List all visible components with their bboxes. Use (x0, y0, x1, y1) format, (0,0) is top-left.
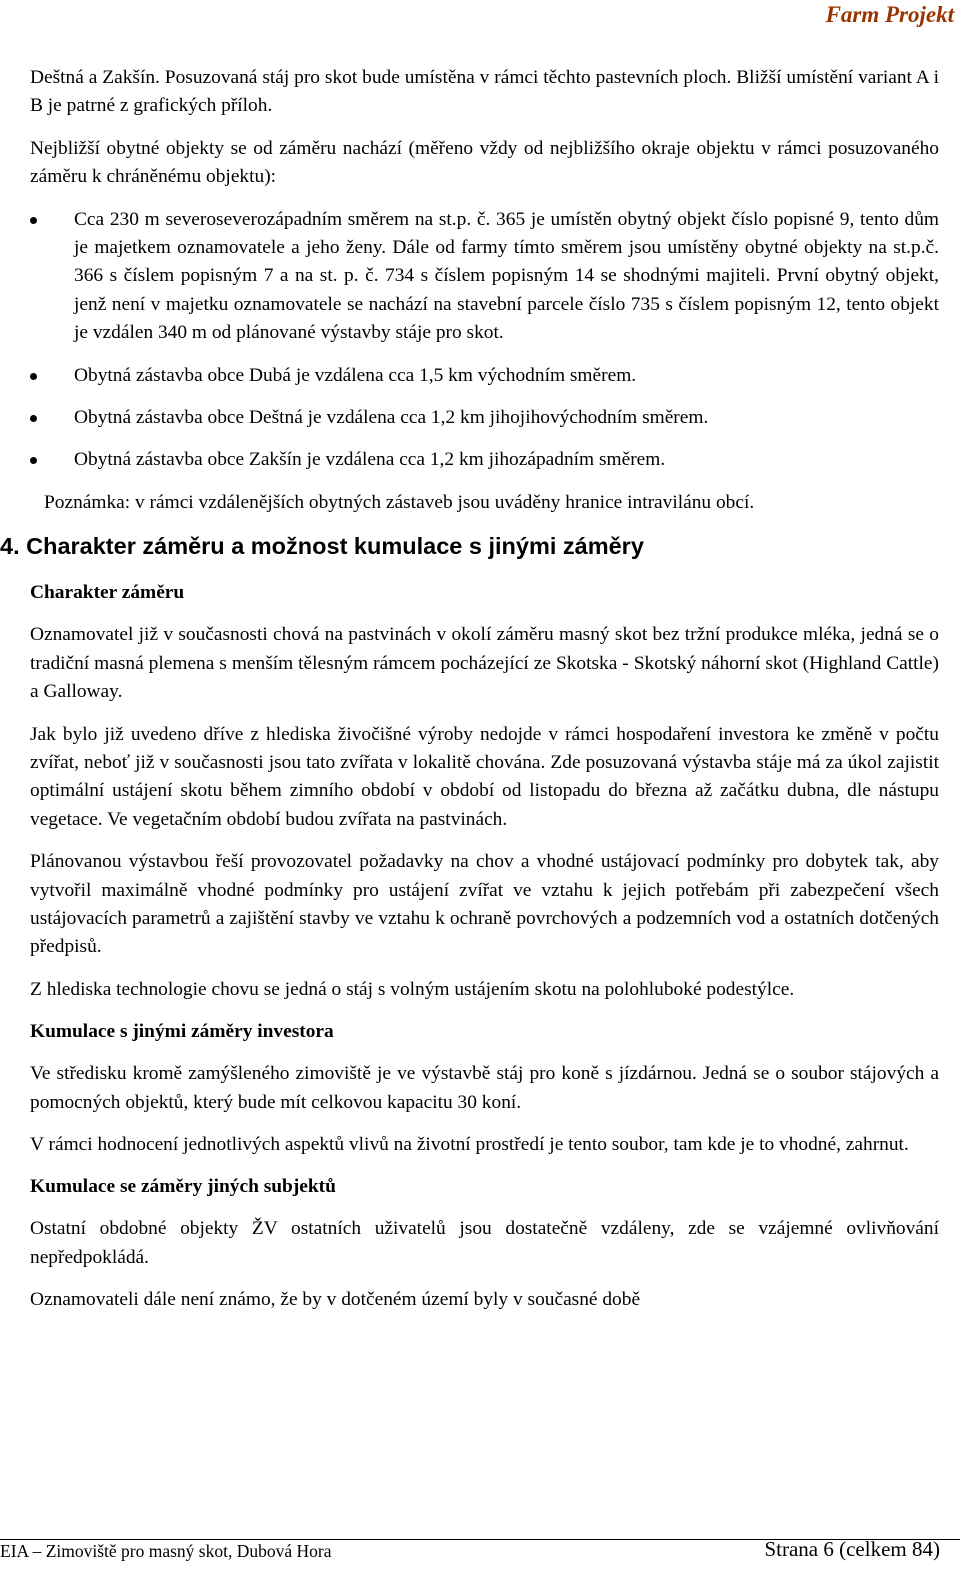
character-paragraph-1: Oznamovatel již v současnosti chová na pastvinách v okolí záměru masný skot bez tržní produkce mléka, jedná se o tradiční masná plemena s menším tělesným rámcem pocházející ze Skotska - Skotský náhorní skot (Highland Cattle) a Galloway. (30, 624, 939, 703)
bullet-icon (30, 457, 37, 464)
investor-paragraph-2: V rámci hodnocení jednotlivých aspektů vlivů na životní prostředí je tento soubor, tam kde je to vhodné, zahrnut. (30, 1133, 909, 1155)
subheading-character: Charakter záměru (30, 582, 185, 604)
bullet-icon (30, 217, 37, 224)
bullet-icon (30, 415, 37, 422)
subheading-other-subjects: Kumulace se záměry jiných subjektů (30, 1176, 336, 1198)
character-paragraph-4: Z hlediska technologie chovu se jedná o stáj s volným ustájením skotu na polohluboké podestýlce. (30, 978, 795, 1000)
intro-paragraph-1: Deštná a Zakšín. Posuzovaná stáj pro skot bude umístěna v rámci těchto pastevních ploch. Bližší umístění variant A i B je patrné z grafických příloh. (30, 67, 939, 117)
section-heading: 4. Charakter záměru a možnost kumulace s jinými záměry (0, 533, 644, 560)
character-paragraph-2: Jak bylo již uvedeno dříve z hlediska živočišné výroby nedojde v rámci hospodaření investora ke změně v počtu zvířat, neboť již v současnosti jsou tato zvířata v lokalitě chována. Zde posuzovaná výstavba stáje má za úkol zajistit optimální ustájení skotu během zimního období v období od listopadu do března až začátku dubna, dle nástupu vegetace. Ve vegetačním období budou zvířata na pastvinách. (30, 723, 939, 830)
nearest-dwellings-list (30, 206, 939, 475)
intro-paragraph-2: Nejbližší obytné objekty se od záměru nachází (měřeno vždy od nejbližšího okraje objektu v rámci posuzovaného záměru k chráněnému objektu): (30, 137, 939, 188)
header-brand: Farm Projekt (825, 2, 954, 27)
bullet-icon (30, 373, 37, 380)
list-item: Obytná zástavba obce Deštná je vzdálena cca 1,2 km jihojihovýchodním směrem. (30, 404, 939, 432)
note-paragraph: Poznámka: v rámci vzdálenějších obytných zástaveb jsou uváděny hranice intravilánu obcí. (44, 491, 755, 513)
footer-page-number: Strana 6 (celkem 84) (764, 1537, 940, 1561)
subheading-investor-cumulation: Kumulace s jinými záměry investora (30, 1021, 334, 1043)
investor-paragraph-1: Ve středisku kromě zamýšleného zimoviště je ve výstavbě stáj pro koně s jízdárnou. Jedná se o soubor stájových a pomocných objektů, který bude mít celkovou kapacitu 30 koní. (30, 1063, 939, 1113)
list-item: Obytná zástavba obce Zakšín je vzdálena cca 1,2 km jihozápadním směrem. (30, 446, 939, 474)
character-paragraph-3: Plánovanou výstavbou řeší provozovatel požadavky na chov a vhodné ustájovací podmínky pro dobytek tak, aby vytvořil maximálně vhodné podmínky pro ustájení zvířat ve vztahu k jejich potřebám při zabezpečení všech ustájovacích parametrů a zajištění stavby ve vztahu k ochraně povrchových a podzemních vod a ostatních dotčených předpisů. (30, 851, 939, 958)
page-content (0, 64, 939, 1329)
list-item: Obytná zástavba obce Dubá je vzdálena cca 1,5 km východním směrem. (30, 362, 939, 390)
other-subjects-paragraph-1: Ostatní obdobné objekty ŽV ostatních uživatelů jsou dostatečně vzdáleny, zde se vzájemné ovlivňování nepředpokládá. (30, 1218, 939, 1268)
list-item: Cca 230 m severoseverozápadním směrem na st.p. č. 365 je umístěn obytný objekt číslo popisné 9, tento dům je majetkem oznamovatele a jeho ženy. Dále od farmy tímto směrem jsou umístěny obytné objekty na st.p.č. 366 s číslem popisným 7 a na st. p. č. 734 s číslem popisným 14 se shodnými majiteli. První obytný objekt, jenž není v majetku oznamovatele se nachází na stavební parcele číslo 735 s číslem popisným 12, tento objekt je vzdálen 340 m od plánované výstavby stáje pro skot. (30, 206, 939, 348)
footer-document-title: EIA – Zimoviště pro masný skot, Dubová Hora (0, 1541, 332, 1561)
other-subjects-paragraph-2: Oznamovateli dále není známo, že by v dotčeném území byly v současné době (30, 1289, 641, 1311)
